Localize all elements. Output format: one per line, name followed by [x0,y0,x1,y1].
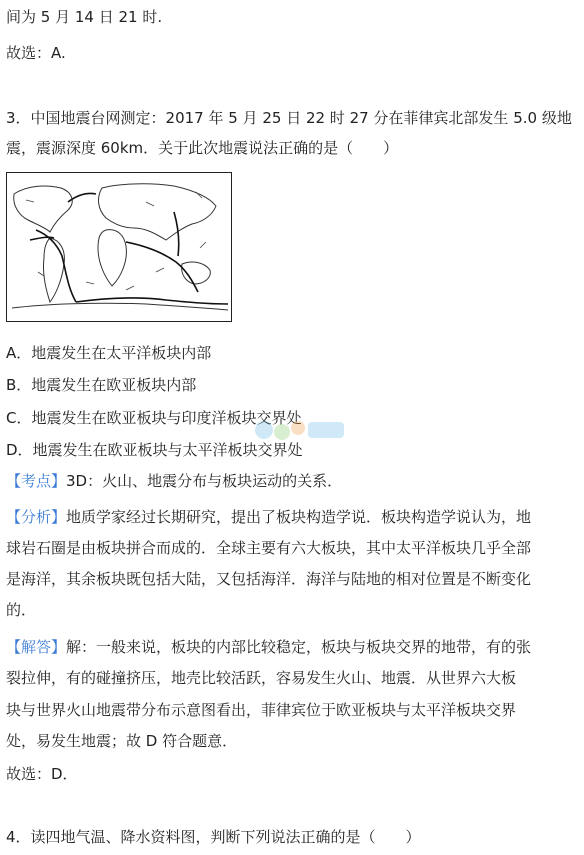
prev-time-line: 间为 5 月 14 日 21 时. [6,8,163,26]
q3-option-d: D．地震发生在欧亚板块与太平洋板块交界处 [6,441,303,459]
q3-jieda-line-4: 处，易发生地震；故 D 符合题意． [6,732,238,750]
q3-jieda-line-3: 块与世界火山地震带分布示意图看出，菲律宾位于欧亚板块与太平洋板块交界 [6,701,517,719]
q3-fenxi-line-3: 是海洋，其余板块既包括大陆，又包括海洋．海洋与陆地的相对位置是不断变化 [6,570,532,588]
world-plates-map [6,172,232,322]
q3-fenxi-line-1 [6,507,531,527]
q3-fenxi-line-4: 的． [6,601,37,619]
kaodian-text: 3D：火山、地震分布与板块运动的关系． [66,472,343,490]
watermark-logo [248,408,352,452]
q3-answer: 故选：D． [6,765,78,783]
q3-kaodian [6,471,342,491]
q3-option-c: C．地震发生在欧亚板块与印度洋板块交界处 [6,409,302,427]
prev-answer: 故选：A. [6,44,66,62]
q3-fenxi-line-2: 球岩石圈是由板块拼合而成的．全球主要有六大板块，其中太平洋板块几乎全部 [6,539,532,557]
jieda-tag: 【解答】 [6,638,67,656]
fenxi-text: 地质学家经过长期研究，提出了板块构造学说．板块构造学说认为，地 [66,508,532,526]
q3-stem-line-1: 3．中国地震台网测定：2017 年 5 月 25 日 22 时 27 分在菲律宾北部发生 5.0 级地 [6,109,572,127]
q3-jieda-line-1 [6,637,531,657]
q3-option-a: A．地震发生在太平洋板块内部 [6,344,212,362]
jieda-text: 解：一般来说，板块的内部比较稳定，板块与板块交界的地带，有的张 [66,638,532,656]
q3-option-b: B．地震发生在欧亚板块内部 [6,376,197,394]
q3-jieda-line-2: 裂拉伸，有的碰撞挤压，地壳比较活跃，容易发生火山、地震．从世界六大板 [6,669,517,687]
q3-stem-line-2: 震，震源深度 60km．关于此次地震说法正确的是（ ） [6,139,399,157]
fenxi-tag: 【分析】 [6,508,67,526]
q4-stem: 4．读四地气温、降水资料图，判断下列说法正确的是（ ） [6,828,421,846]
kaodian-tag: 【考点】 [6,472,67,490]
